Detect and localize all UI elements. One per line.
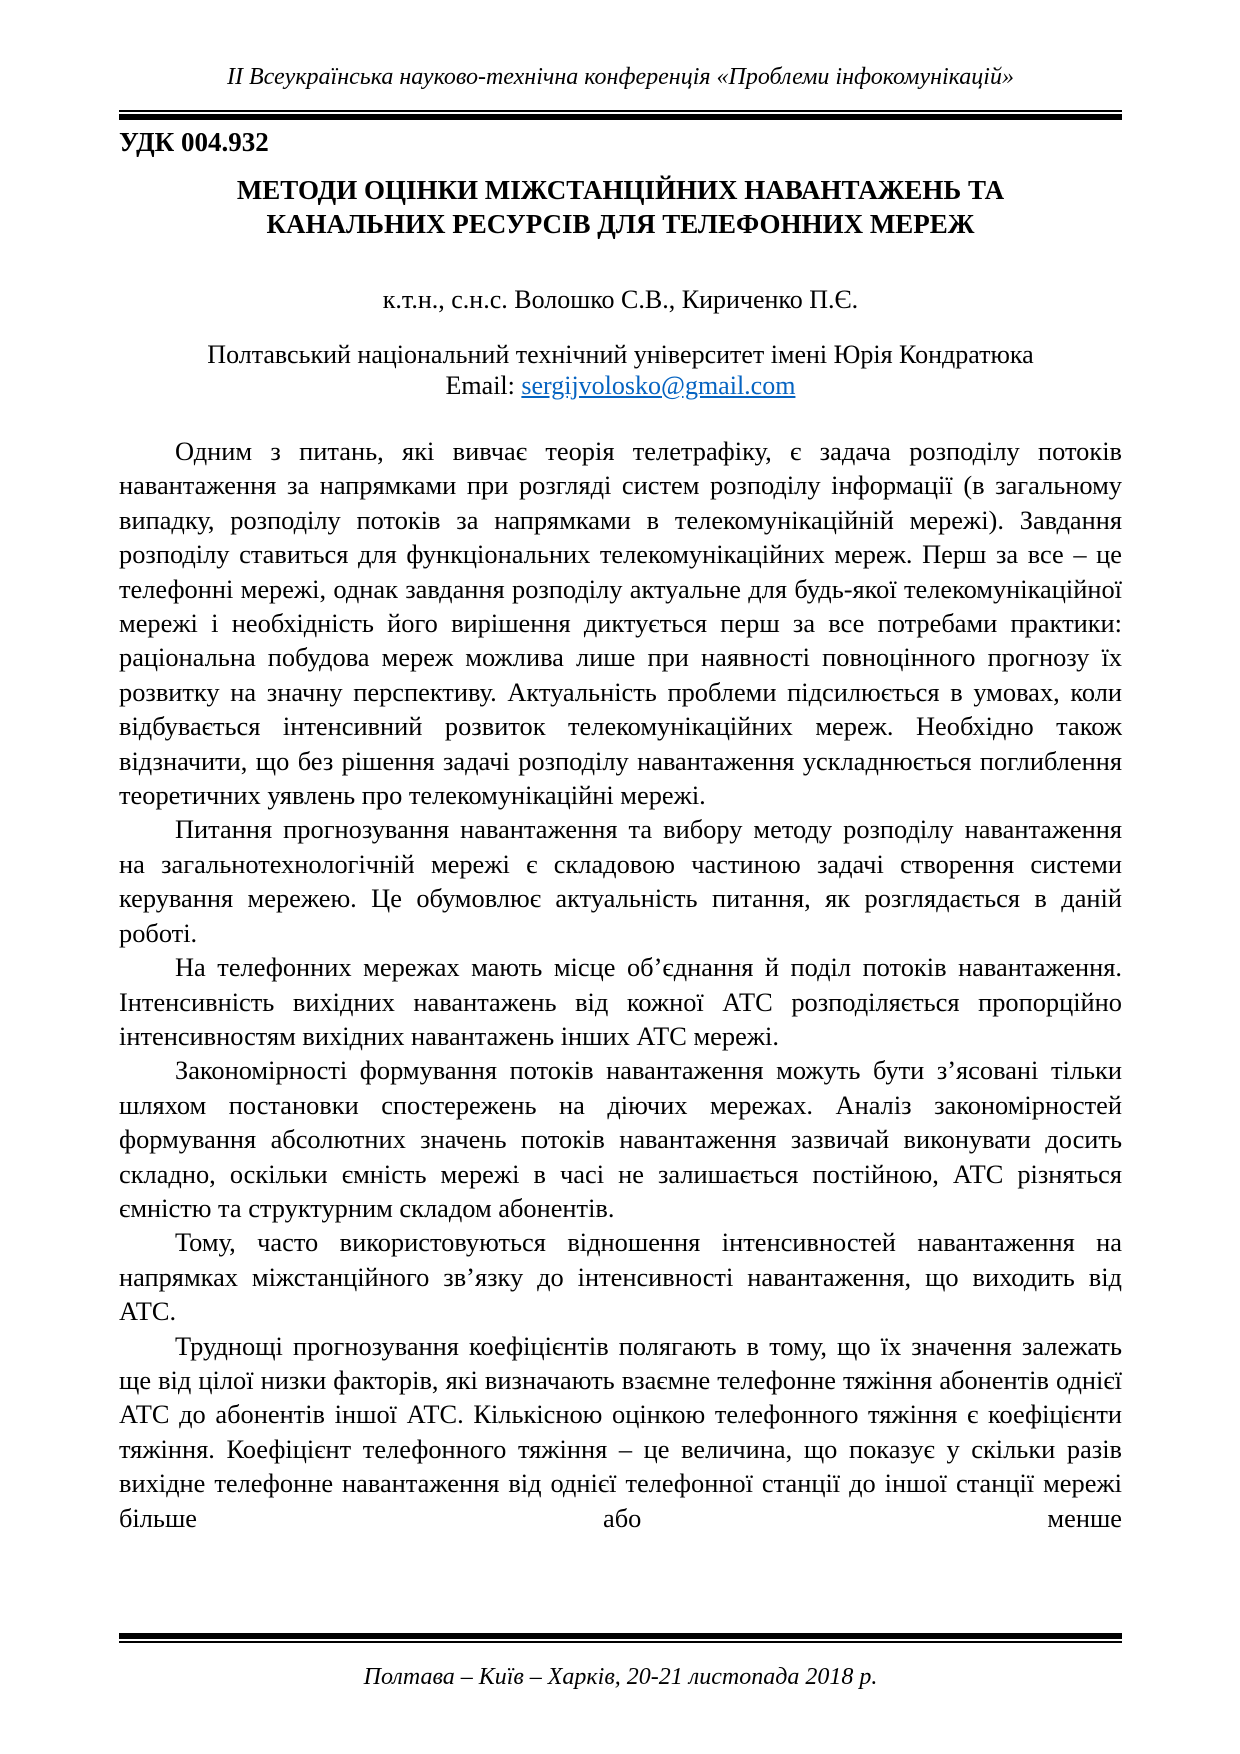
- running-footer: Полтава – Київ – Харків, 20-21 листопада 2018 р.: [363, 1664, 878, 1690]
- paragraph: Труднощі прогнозування коефіцієнтів полягають в тому, що їх значення залежать ще від цілої низки факторів, які визначають взаємне телефонне тяжіння абонентів однієї АТС до абонентів іншої АТС. Кількісною оцінкою телефонного тяжіння є коефіцієнти тяжіння. Коефіцієнт телефонного тяжіння – це величина, що показує у скільки разів вихідне телефонне навантаження від однієї телефонної станції до іншої станції мережі більше або менше: [119, 1330, 1122, 1533]
- email-label: Email:: [445, 371, 522, 400]
- affiliation: Полтавський національний технічний університет імені Юрія Кондратюка: [207, 340, 1034, 369]
- running-header: II Всеукраїнська науково-технічна конференція «Проблеми інфокомунікацій»: [227, 64, 1014, 90]
- affiliation-block: [119, 339, 1122, 401]
- email-line: [119, 370, 1122, 401]
- paragraph: На телефонних мережах мають місце об’єднання й поділ потоків навантаження. Інтенсивність вихідних навантажень від кожної АТС розподіляється пропорційно інтенсивностям вихідних навантажень інших АТС мережі.: [119, 952, 1122, 1051]
- header-rule-thick: [119, 114, 1122, 120]
- footer-rule-thin: [119, 1641, 1122, 1643]
- paragraph: Питання прогнозування навантаження та вибору методу розподілу навантаження на загальнотехнологічній мережі є складовою частиною задачі створення системи керування мережею. Це обумовлює актуальність питання, як розглядається в даній роботі.: [119, 814, 1122, 948]
- paragraph: Закономірності формування потоків навантаження можуть бути з’ясовані тільки шляхом постановки спостережень на діючих мережах. Аналіз закономірностей формування абсолютних значень потоків навантаження зазвичай виконувати досить складно, оскільки ємність мережі в часі не залишається постійною, АТС різняться ємністю та структурним складом абонентів.: [119, 1055, 1122, 1223]
- header-rule-thin: [119, 110, 1122, 112]
- email-link[interactable]: sergijvolosko@gmail.com: [521, 371, 796, 400]
- paragraph: Одним з питань, які вивчає теорія телетрафіку, є задача розподілу потоків навантаження за напрямками при розгляді систем розподілу інформації (в загальному випадку, розподілу потоків за напрямками в телекомунікаційній мережі). Завдання розподілу ставиться для функціональних телекомунікаційних мереж. Перш за все – це телефонні мережі, однак завдання розподілу актуальне для будь-якої телекомунікаційної мережі і необхідність його вирішення диктується перш за все потребами практики: раціональна побудова мереж можлива лише при наявності повноцінного прогнозу їх розвитку на значну перспективу. Актуальність проблеми підсилюється в умовах, коли відбувається інтенсивний розвиток телекомунікаційних мереж. Необхідно також відзначити, що без рішення задачі розподілу навантаження ускладнюється поглиблення теоретичних уявлень про телекомунікаційні мережі.: [119, 436, 1122, 811]
- body-text: [119, 434, 1122, 1535]
- paper-title: [119, 173, 1122, 241]
- udc-code: УДК 004.932: [119, 127, 269, 157]
- footer-rule-thick: [119, 1633, 1122, 1639]
- paragraph: Тому, часто використовуються відношення інтенсивностей навантаження на напрямках міжстанційного зв’язку до інтенсивності навантаження, що виходить від АТС.: [119, 1227, 1122, 1327]
- title-line-2: КАНАЛЬНИХ РЕСУРСІВ ДЛЯ ТЕЛЕФОННИХ МЕРЕЖ: [266, 209, 975, 239]
- title-line-1: МЕТОДИ ОЦІНКИ МІЖСТАНЦІЙНИХ НАВАНТАЖЕНЬ ТА: [236, 175, 1005, 205]
- authors: к.т.н., с.н.с. Волошко С.В., Кириченко П.Є.: [382, 285, 859, 314]
